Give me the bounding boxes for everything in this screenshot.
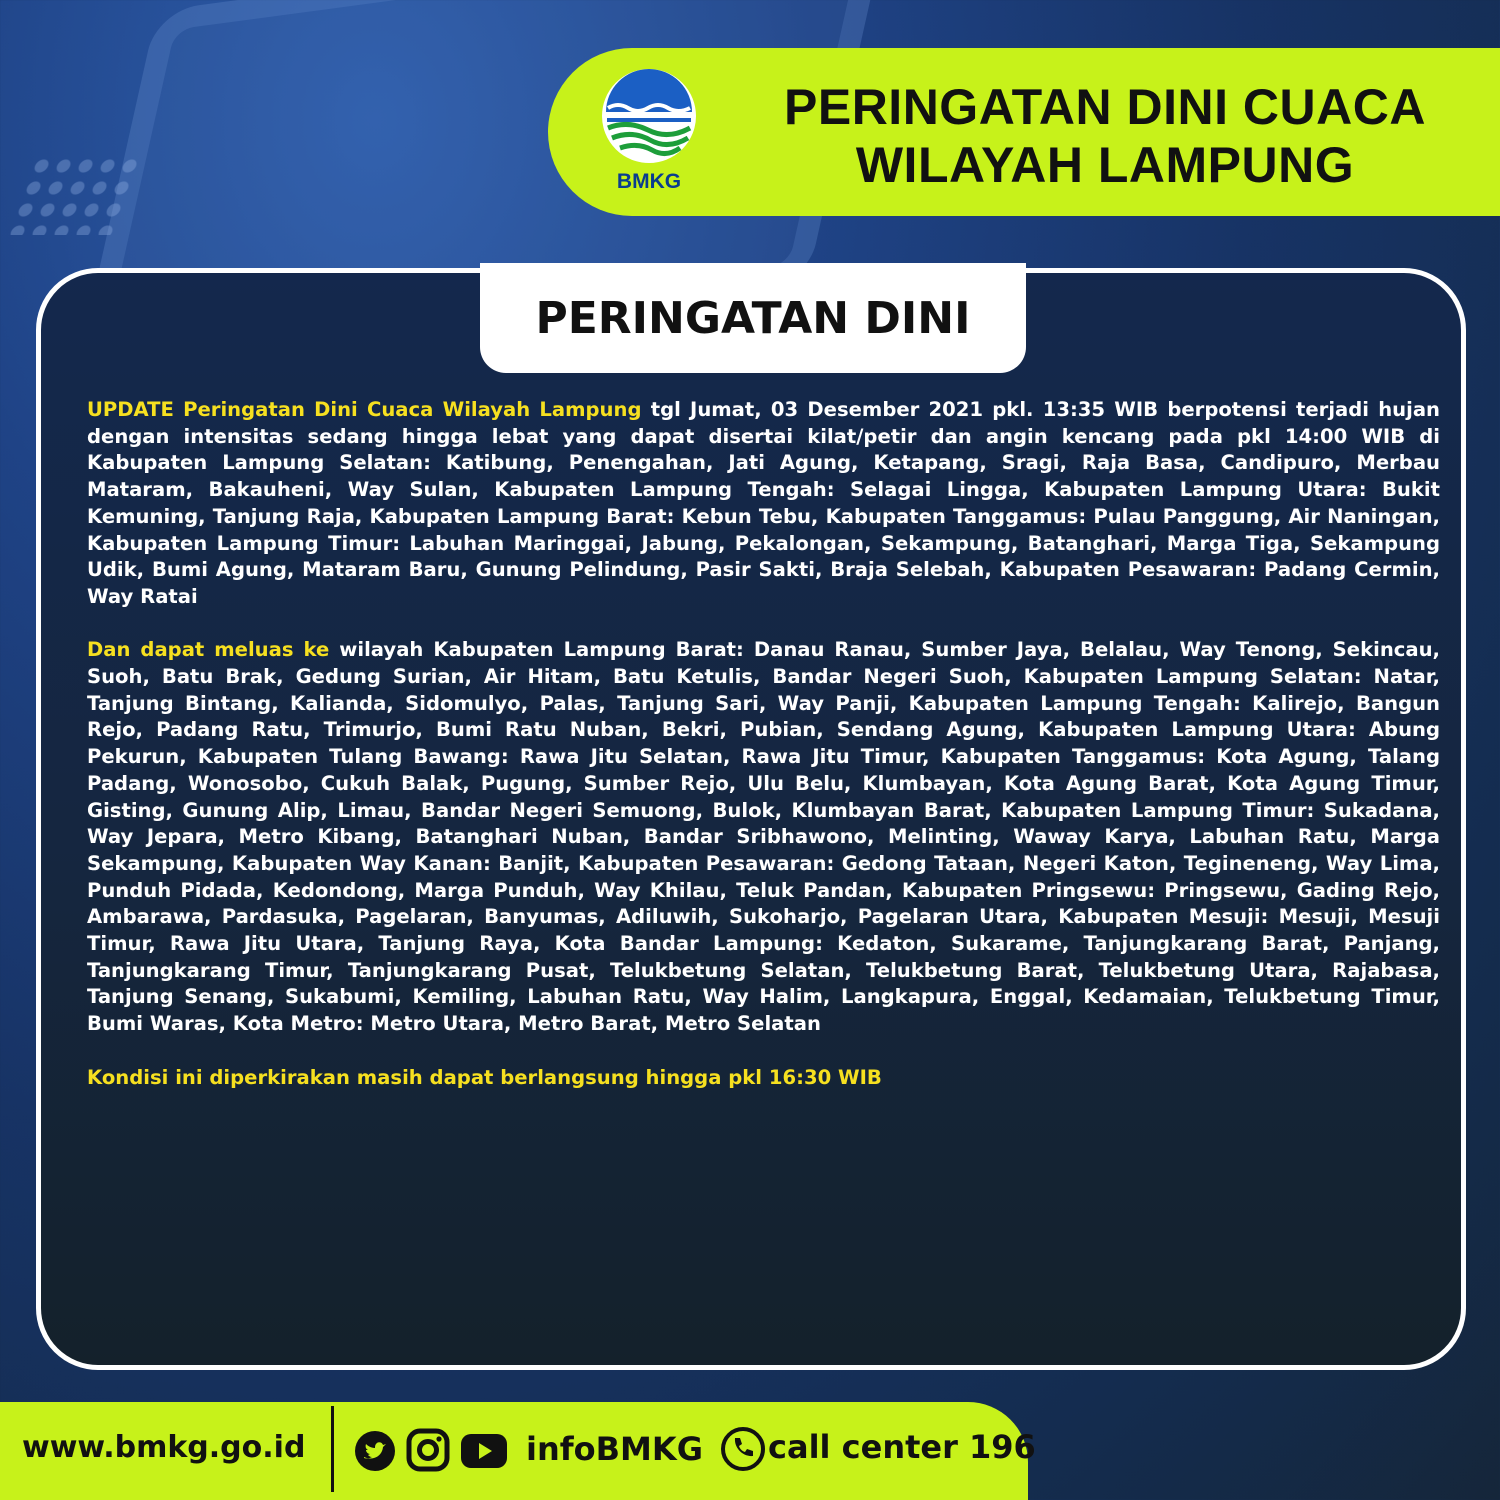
phone-icon: [720, 1426, 766, 1472]
website-link[interactable]: www.bmkg.go.id: [22, 1430, 306, 1465]
svg-text:BMKG: BMKG: [616, 170, 682, 193]
warning-paragraph-1: [87, 397, 1440, 611]
update-highlight: UPDATE Peringatan Dini Cuaca Wilayah Lampung: [87, 398, 642, 421]
expansion-highlight: Dan dapat meluas ke: [87, 638, 330, 662]
warning-content: [87, 397, 1440, 1118]
panel-tab: [480, 263, 1026, 373]
instagram-icon[interactable]: [406, 1428, 450, 1472]
title-line-2: WILAYAH LAMPUNG: [855, 137, 1355, 193]
bmkg-logo: [598, 68, 700, 194]
twitter-icon[interactable]: [354, 1430, 396, 1472]
paragraph-1-body: tgl Jumat, 03 Desember 2021 pkl. 13:35 WIB berpotensi terjadi hujan dengan intensitas sedang hingga lebat yang dapat disertai kilat/petir dan angin kencang pada pkl 14:00 WIB di Kabupaten Lampung Selatan: Katibung, Penengahan, Jati Agung, Ketapang, Sragi, Raja Basa, Candipuro, Merbau Mataram, Bakauheni, Way Sulan, Kabupaten Lampung Tengah: Selagai Lingga, Kabupaten Lampung Utara: Bukit Kemuning, Tanjung Raja, Kabupaten Lampung Barat: Kebun Tebu, Kabupaten Tanggamus: Pulau Panggung, Air Naningan, Kabupaten Lampung Timur: Labuhan Maringgai, Jabung, Pekalongan, Sekampung, Batanghari, Marga Tiga, Sekampung Udik, Bumi Agung, Mataram Baru, Gunung Pelindung, Pasir Sakti, Braja Selebah, Kabupaten Pesawaran: Padang Cermin, Way Ratai: [87, 398, 1440, 608]
youtube-icon[interactable]: [460, 1432, 508, 1470]
social-handle[interactable]: infoBMKG: [526, 1430, 703, 1468]
call-center[interactable]: call center 196: [768, 1428, 1036, 1466]
condition-note: Kondisi ini diperkirakan masih dapat berlangsung hingga pkl 16:30 WIB: [87, 1065, 882, 1089]
footer-divider: [331, 1406, 334, 1492]
page-title: [760, 78, 1450, 194]
paragraph-2-body: wilayah Kabupaten Lampung Barat: Danau Ranau, Sumber Jaya, Belalau, Way Tenong, Sekincau, Suoh, Batu Brak, Gedung Surian, Air Hitam, Batu Ketulis, Bandar Negeri Suoh, Kabupaten Lampung Selatan: Natar, Tanjung Bintang, Kalianda, Sidomulyo, Palas, Tanjung Sari, Way Panji, Kabupaten Lampung Tengah: Kalirejo, Bangun Rejo, Padang Ratu, Trimurjo, Bumi Ratu Nuban, Bekri, Pubian, Sendang Agung, Kabupaten Lampung Utara: Abung Pekurun, Kabupaten Tulang Bawang: Rawa Jitu Selatan, Rawa Jitu Timur, Kabupaten Tanggamus: Kota Agung, Talang Padang, Wonosobo, Cukuh Balak, Pugung, Sumber Rejo, Ulu Belu, Klumbayan, Kota Agung Barat, Kota Agung Timur, Gisting, Gunung Alip, Limau, Bandar Negeri Semuong, Bulok, Klumbayan Barat, Kabupaten Lampung Timur: Sukadana, Way Jepara, Metro Kibang, Batanghari Nuban, Bandar Sribhawono, Melinting, Waway Karya, Labuhan Ratu, Marga Sekampung, Kabupaten Way Kanan: Banjit, Kabupaten Pesawaran: Gedong Tataan, Negeri Katon, Tegineneng, Way Lima, Punduh Pidada, Kedondong, Marga Punduh, Way Khilau, Teluk Pandan, Kabupaten Pringsewu: Pringsewu, Gading Rejo, Ambarawa, Pardasuka, Pagelaran, Banyumas, Adiluwih, Sukoharjo, Pagelaran Utara, Kabupaten Mesuji: Mesuji, Mesuji Timur, Rawa Jitu Utara, Tanjung Raya, Kota Bandar Lampung: Kedaton, Sukarame, Tanjungkarang Barat, Panjang, Tanjungkarang Timur, Tanjungkarang Pusat, Telukbetung Selatan, Telukbetung Barat, Telukbetung Utara, Rajabasa, Tanjung Senang, Sukabumi, Kemiling, Labuhan Ratu, Way Halim, Langkapura, Enggal, Kedamaian, Telukbetung Timur, Bumi Waras, Kota Metro: Metro Utara, Metro Barat, Metro Selatan: [87, 638, 1440, 1036]
title-line-1: PERINGATAN DINI CUACA: [784, 79, 1426, 135]
panel-tab-label: PERINGATAN DINI: [535, 292, 971, 344]
warning-paragraph-2: [87, 637, 1440, 1038]
